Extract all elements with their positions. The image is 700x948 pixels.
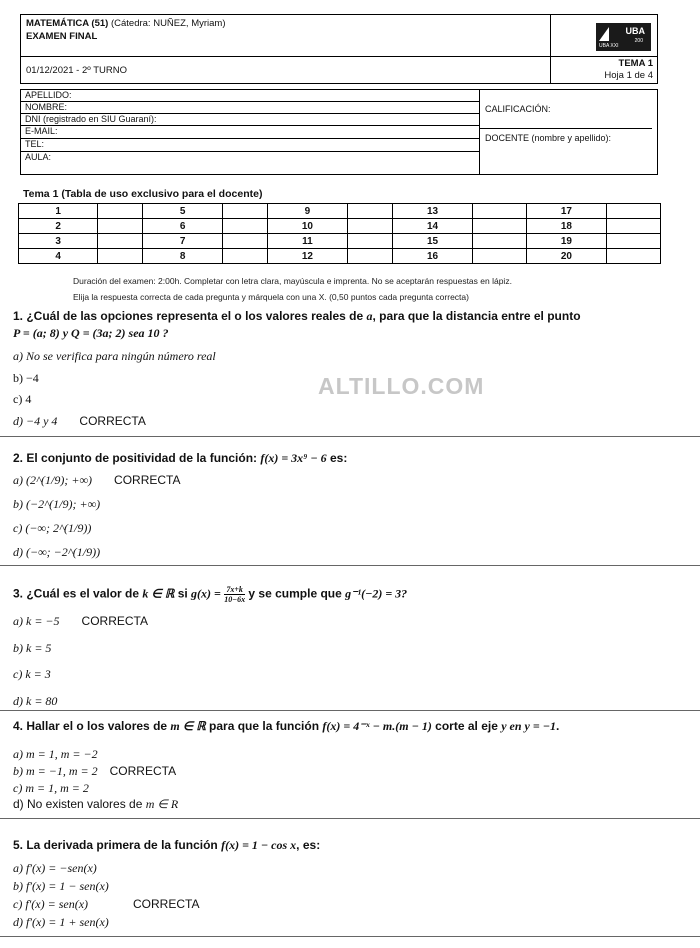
question-number-cell: 12 [267, 249, 347, 264]
q1-points: P = (a; 8) y Q = (3a; 2) sea 10 ? [13, 326, 169, 340]
q2-option-a[interactable]: a) (2^(1/9); +∞) CORRECTA [13, 473, 181, 487]
student-info-box [20, 89, 658, 175]
q2-option-d[interactable]: d) (−∞; −2^(1/9)) [13, 545, 101, 559]
question-number-cell: 15 [393, 234, 473, 249]
question-4: 4. Hallar el o los valores de m ∈ ℝ para que la función f(x) = 4⁻ˣ − m.(m − 1) corte al eje y en y = −1. [13, 719, 560, 733]
answer-row [19, 219, 661, 234]
instructions-note: Elija la respuesta correcta de cada pregunta y márquela con una X. (0,50 puntos cada pregunta correcta) [73, 292, 469, 302]
answer-cell[interactable] [473, 204, 527, 219]
q4-option-a[interactable]: a) m = 1, m = −2 [13, 747, 98, 761]
logo-triangle-icon [599, 27, 609, 41]
question-5: 5. La derivada primera de la función f(x) = 1 − cos x, es: [13, 838, 321, 852]
duration-note: Duración del examen: 2:00h. Completar con letra clara, mayúscula e imprenta. No se aceptarán respuestas en lápiz. [73, 276, 512, 286]
tema-cell [551, 57, 657, 83]
course-name: MATEMÁTICA (51) [26, 18, 109, 29]
question-number-cell: 11 [267, 234, 347, 249]
answer-cell[interactable] [98, 219, 143, 234]
q1-option-d[interactable]: d) −4 y 4 CORRECTA [13, 414, 146, 428]
answer-row [19, 249, 661, 264]
question-number-cell: 17 [526, 204, 606, 219]
divider [0, 936, 700, 937]
answer-cell[interactable] [347, 204, 392, 219]
q5-option-a[interactable]: a) f′(x) = −sen(x) [13, 861, 97, 875]
tema-label: TEMA 1 [618, 58, 653, 69]
date-turn: 01/12/2021 - 2º TURNO [21, 57, 551, 83]
q1-option-c[interactable]: c) 4 [13, 392, 32, 406]
answer-cell[interactable] [473, 234, 527, 249]
answer-cell[interactable] [98, 204, 143, 219]
tel-field[interactable]: TEL: [21, 139, 479, 152]
answer-cell[interactable] [606, 219, 660, 234]
correct-mark: CORRECTA [114, 473, 181, 487]
exam-type: EXAMEN FINAL [26, 31, 98, 42]
q5-option-c[interactable]: c) f′(x) = sen(x) CORRECTA [13, 897, 200, 911]
answer-cell[interactable] [222, 219, 267, 234]
page-number: Hoja 1 de 4 [604, 70, 653, 81]
answer-cell[interactable] [473, 219, 527, 234]
q4-option-d[interactable]: d) No existen valores de m ∈ R [13, 797, 179, 811]
question-number-cell: 14 [393, 219, 473, 234]
grade-column [479, 90, 657, 174]
question-number-cell: 9 [267, 204, 347, 219]
divider [0, 436, 700, 437]
answer-cell[interactable] [347, 219, 392, 234]
watermark: ALTILLO.COM [318, 373, 485, 399]
question-1: 1. ¿Cuál de las opciones representa el o los valores reales de a, para que la distancia entre el punto P = (a; 8) y Q = (3a; 2) sea 10 ? [13, 309, 581, 340]
question-number-cell: 5 [143, 204, 222, 219]
correct-mark: CORRECTA [109, 764, 177, 778]
correct-mark: CORRECTA [81, 614, 148, 628]
question-number-cell: 19 [526, 234, 606, 249]
q5-option-d[interactable]: d) f′(x) = 1 + sen(x) [13, 915, 109, 929]
question-number-cell: 20 [526, 249, 606, 264]
dni-field[interactable]: DNI (registrado en SIU Guaraní): [21, 114, 479, 126]
answer-cell[interactable] [98, 234, 143, 249]
aula-field[interactable]: AULA: [25, 152, 52, 162]
q2-option-c[interactable]: c) (−∞; 2^(1/9)) [13, 521, 92, 535]
answer-table-title: Tema 1 (Tabla de uso exclusivo para el docente) [23, 188, 263, 200]
course-cell [21, 15, 551, 57]
divider [0, 710, 700, 711]
chair-name: (Cátedra: NUÑEZ, Myriam) [110, 18, 226, 29]
answer-cell[interactable] [606, 234, 660, 249]
question-3: 3. ¿Cuál es el valor de k ∈ ℝ si g(x) = $\frac{7x+k}{10-6x}$ y se cumple que g⁻¹(−2) = 3? [13, 585, 408, 604]
question-number-cell: 10 [267, 219, 347, 234]
answer-cell[interactable] [473, 249, 527, 264]
question-number-cell: 4 [19, 249, 98, 264]
q3-option-a[interactable]: a) k = −5 CORRECTA [13, 614, 148, 628]
uba-logo: UBA 200 UBA XXI [596, 23, 651, 51]
email-field[interactable]: E-MAIL: [21, 126, 479, 139]
answer-cell[interactable] [347, 249, 392, 264]
question-number-cell: 7 [143, 234, 222, 249]
divider [0, 818, 700, 819]
g-fraction: $\frac{7x+k}{10-6x}$ [224, 585, 246, 604]
q4-option-b[interactable]: b) m = −1, m = 2 CORRECTA [13, 764, 177, 778]
answer-row [19, 204, 661, 219]
q3-option-b[interactable]: b) k = 5 [13, 641, 52, 655]
q4-option-c[interactable]: c) m = 1, m = 2 [13, 781, 89, 795]
q2-option-b[interactable]: b) (−2^(1/9); +∞) [13, 497, 101, 511]
answer-cell[interactable] [606, 204, 660, 219]
docente-field[interactable]: DOCENTE (nombre y apellido): [485, 133, 612, 143]
question-number-cell: 18 [526, 219, 606, 234]
answer-table [18, 203, 661, 264]
question-number-cell: 6 [143, 219, 222, 234]
question-number-cell: 2 [19, 219, 98, 234]
answer-cell[interactable] [222, 204, 267, 219]
apellido-field[interactable]: APELLIDO: [21, 90, 479, 102]
question-number-cell: 13 [393, 204, 473, 219]
question-number-cell: 1 [19, 204, 98, 219]
q5-option-b[interactable]: b) f′(x) = 1 − sen(x) [13, 879, 109, 893]
q3-option-c[interactable]: c) k = 3 [13, 667, 51, 681]
answer-cell[interactable] [606, 249, 660, 264]
question-number-cell: 16 [393, 249, 473, 264]
q1-option-b[interactable]: b) −4 [13, 371, 39, 385]
exam-header [20, 14, 658, 84]
answer-row [19, 234, 661, 249]
question-2: 2. El conjunto de positividad de la función: f(x) = 3x⁹ − 6 es: [13, 451, 348, 465]
q3-option-d[interactable]: d) k = 80 [13, 694, 58, 708]
nombre-field[interactable]: NOMBRE: [21, 102, 479, 114]
divider [0, 565, 700, 566]
calificacion-field[interactable]: CALIFICACIÓN: [480, 104, 652, 129]
question-number-cell: 3 [19, 234, 98, 249]
answer-cell[interactable] [347, 234, 392, 249]
answer-cell[interactable] [98, 249, 143, 264]
correct-mark: CORRECTA [133, 897, 200, 911]
correct-mark: CORRECTA [79, 414, 146, 428]
logo-cell [551, 15, 657, 57]
answer-cell[interactable] [222, 234, 267, 249]
q1-option-a[interactable]: a) No se verifica para ningún número real [13, 349, 216, 363]
answer-cell[interactable] [222, 249, 267, 264]
question-number-cell: 8 [143, 249, 222, 264]
